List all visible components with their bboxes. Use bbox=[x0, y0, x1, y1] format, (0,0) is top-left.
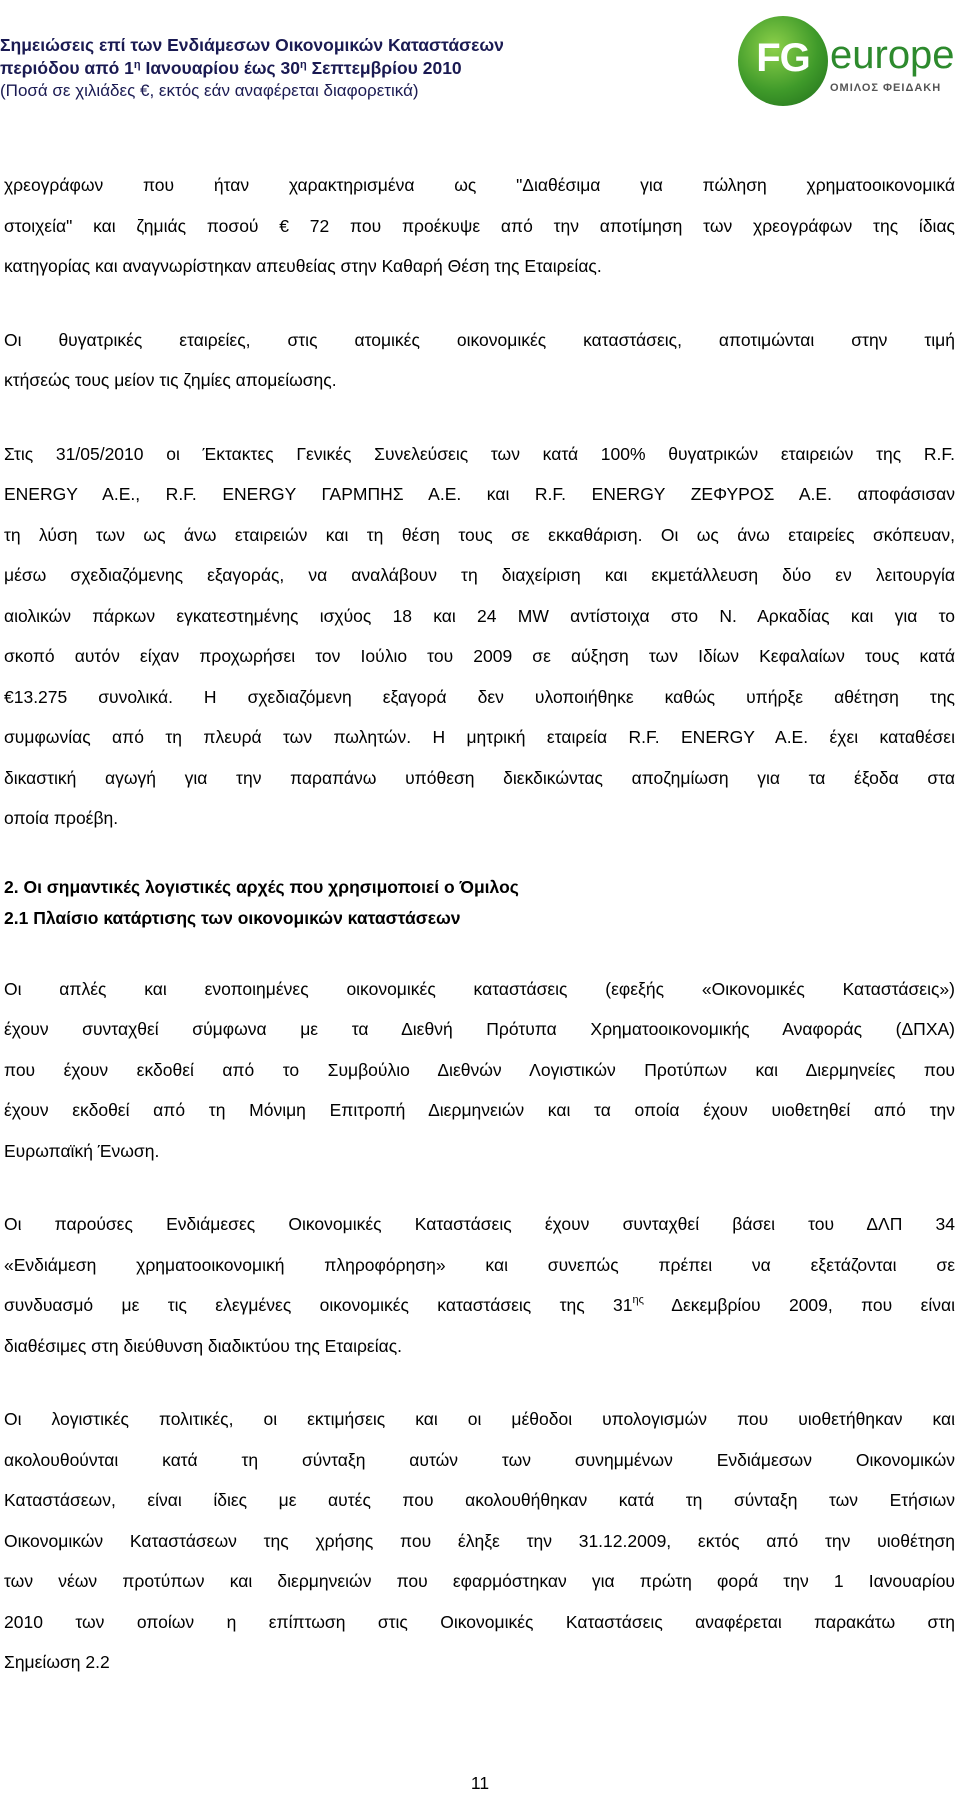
paragraph-ifrs bbox=[4, 969, 955, 1172]
text-line: Καταστάσεων, είναι ίδιες με αυτές που ακολουθήθηκαν κατά τη σύνταξη των Ετήσιων bbox=[4, 1490, 955, 1510]
page-number: 11 bbox=[470, 1773, 490, 1793]
text-line: έχουν εκδοθεί από τη Μόνιμη Επιτροπή Διερμηνειών και τα οποία έχουν υιοθετηθεί από την bbox=[4, 1100, 955, 1120]
header-currency-note: (Ποσά σε χιλιάδες €, εκτός εάν αναφέρεται διαφορετικά) bbox=[0, 81, 419, 100]
text-line: €13.275 συνολικά. Η σχεδιαζόμενη εξαγορά δεν υλοποιήθηκε καθώς υπήρξε αθέτηση της bbox=[4, 686, 955, 707]
text-line: αιολικών πάρκων εγκατεστημένης ισχύος 18 και 24 MW αντίστοιχα στο Ν. Αρκαδίας και για το bbox=[4, 605, 955, 626]
paragraph-subsidiaries bbox=[4, 320, 955, 401]
header-period-mid: Ιανουαρίου έως 30 bbox=[140, 58, 300, 78]
paragraph-liquidation bbox=[4, 434, 955, 839]
text-line: κτήσεώς τους μείον τις ζημίες απομείωσης. bbox=[4, 370, 337, 390]
text-line: «Ενδιάμεση χρηματοοικονομική πληροφόρηση» και συνεπώς πρέπει να εξετάζονται σε bbox=[4, 1254, 955, 1275]
logo-tagline: ΟΜΙΛΟΣ ΦΕΙΔΑΚΗ bbox=[830, 82, 942, 94]
paragraph-ias34 bbox=[4, 1204, 955, 1366]
text-line: κατηγορίας και αναγνωρίστηκαν απευθείας στην Καθαρή Θέση της Εταιρείας. bbox=[4, 256, 602, 276]
text-line: διαθέσιμες στη διεύθυνση διαδικτύου της Εταιρείας. bbox=[4, 1335, 403, 1356]
text-line bbox=[4, 1285, 955, 1326]
section-heading: 2. Οι σημαντικές λογιστικές αρχές που χρησιμοποιεί ο Όμιλος bbox=[4, 876, 519, 897]
text-line: Οι παρούσες Ενδιάμεσες Οικονομικές Καταστάσεις έχουν συνταχθεί βάσει του ΔΛΠ 34 bbox=[4, 1214, 955, 1234]
header-sup: η bbox=[300, 59, 307, 71]
header-title: Σημειώσεις επί των Ενδιάμεσων Οικονομικών Καταστάσεων bbox=[0, 35, 504, 55]
text-line: Οι απλές και ενοποιημένες οικονομικές καταστάσεις (εφεξής «Οικονομικές Καταστάσεις») bbox=[4, 978, 955, 999]
paragraph-policies bbox=[4, 1399, 955, 1683]
header-period-start: περιόδου από 1 bbox=[0, 58, 134, 78]
subsection-heading: 2.1 Πλαίσιο κατάρτισης των οικονομικών καταστάσεων bbox=[4, 907, 461, 928]
text-line: δικαστική αγωγή για την παραπάνω υπόθεση διεκδικώντας αποζημίωση για τα έξοδα στα bbox=[4, 767, 955, 788]
text-line: μέσω σχεδιαζόμενης εξαγοράς, να αναλάβουν τη διαχείριση και εκμετάλλευση δύο εν λειτουργία bbox=[4, 565, 955, 585]
text-segment: συνδυασμό με τις ελεγμένες οικονομικές καταστάσεις της 31 bbox=[4, 1295, 633, 1315]
text-line: Οι θυγατρικές εταιρείες, στις ατομικές οικονομικές καταστάσεις, αποτιμώνται στην τιμή bbox=[4, 329, 955, 350]
header-sup: η bbox=[133, 59, 141, 71]
text-line: Στις 31/05/2010 οι Έκτακτες Γενικές Συνελεύσεις των κατά 100% θυγατρικών εταιρειών της R.F. bbox=[4, 443, 955, 464]
text-line: που έχουν εκδοθεί από το Συμβούλιο Διεθνών Λογιστικών Προτύπων και Διερμηνείες που bbox=[4, 1059, 955, 1080]
text-line: ακολουθούνται κατά τη σύνταξη αυτών των συνημμένων Ενδιάμεσων Οικονομικών bbox=[4, 1449, 955, 1470]
text-line: στοιχεία" και ζημιάς ποσού € 72 που προέκυψε από την αποτίμηση των χρεογράφων της ίδιας bbox=[4, 215, 955, 236]
text-line: οποία προέβη. bbox=[4, 808, 119, 828]
ordinal-sup: ης bbox=[632, 1294, 644, 1306]
text-line: έχουν συνταχθεί σύμφωνα με τα Διεθνή Πρότυπα Χρηματοοικονομικής Αναφοράς (ΔΠΧΑ) bbox=[4, 1019, 955, 1039]
document-body bbox=[4, 165, 955, 1716]
text-line: 2010 των οποίων η επίπτωση στις Οικονομικές Καταστάσεις αναφέρεται παρακάτω στη bbox=[4, 1611, 955, 1632]
text-line: συμφωνίας από τη πλευρά των πωλητών. Η μητρική εταιρεία R.F. ENERGY A.E. έχει καταθέσει bbox=[4, 727, 955, 747]
text-line: των νέων προτύπων και διερμηνειών που εφαρμόστηκαν για πρώτη φορά την 1 Ιανουαρίου bbox=[4, 1571, 955, 1591]
text-line: τη λύση των ως άνω εταιρειών και τη θέση τους σε εκκαθάριση. Οι ως άνω εταιρείες σκόπευαν, bbox=[4, 524, 955, 545]
text-line: Οικονομικών Καταστάσεων της χρήσης που έληξε την 31.12.2009, εκτός από την υιοθέτηση bbox=[4, 1530, 955, 1551]
logo-mark: FG bbox=[756, 36, 810, 80]
text-line: Σημείωση 2.2 bbox=[4, 1652, 110, 1672]
text-line: σκοπό αυτόν είχαν προχωρήσει τον Ιούλιο του 2009 σε αύξηση των Ιδίων Κεφαλαίων τους κατά bbox=[4, 646, 955, 666]
text-segment: Δεκεμβρίου 2009, που είναι bbox=[643, 1295, 956, 1315]
logo-word: europe bbox=[830, 33, 955, 77]
page-header bbox=[0, 34, 660, 102]
text-line: χρεογράφων που ήταν χαρακτηρισμένα ως "Διαθέσιμα για πώληση χρηματοοικονομικά bbox=[4, 175, 955, 195]
text-line: ENERGY A.E., R.F. ENERGY ΓΑΡΜΠΗΣ Α.Ε. και R.F. ENERGY ΖΕΦΥΡΟΣ Α.Ε. αποφάσισαν bbox=[4, 484, 955, 504]
paragraph-securities bbox=[4, 165, 955, 287]
text-line: Ευρωπαϊκή Ένωση. bbox=[4, 1140, 160, 1161]
text-line: Οι λογιστικές πολιτικές, οι εκτιμήσεις και οι μέθοδοι υπολογισμών που υιοθετήθηκαν και bbox=[4, 1409, 955, 1429]
header-period bbox=[0, 57, 660, 80]
header-period-end: Σεπτεμβρίου 2010 bbox=[306, 58, 462, 78]
fg-europe-logo bbox=[732, 13, 960, 113]
